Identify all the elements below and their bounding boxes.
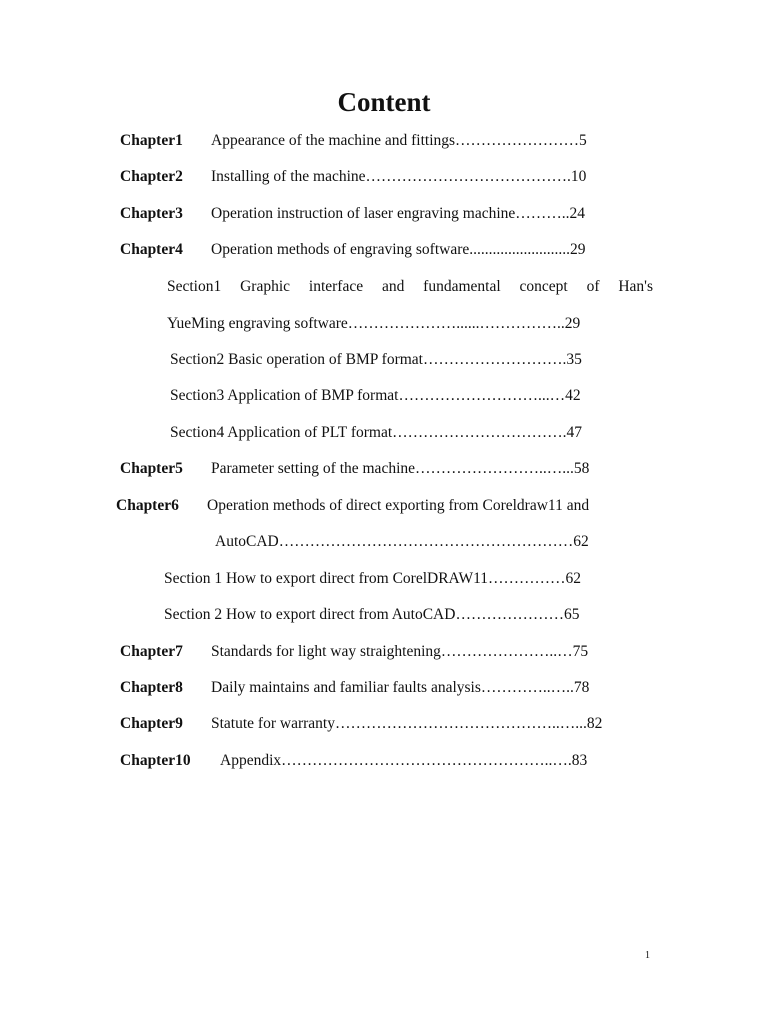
- toc-entry[interactable]: [167, 314, 580, 334]
- chapter-label: Chapter4: [120, 241, 183, 258]
- entry-text: Operation methods of engraving software..........................29: [211, 241, 586, 258]
- chapter-label: Chapter9: [120, 715, 183, 732]
- entry-text: YueMing engraving software…………………......……………..29: [167, 315, 581, 332]
- entry-text: AutoCAD…………………………………………………62: [215, 533, 589, 550]
- chapter-label: Chapter1: [120, 132, 183, 149]
- entry-text: Section 1 How to export direct from CorelDRAW11……………62: [164, 570, 582, 587]
- toc-entry[interactable]: [120, 131, 587, 151]
- chapter-label: Chapter7: [120, 643, 183, 660]
- chapter-label: Chapter3: [120, 205, 183, 222]
- entry-text: Parameter setting of the machine……………………..…...58: [211, 460, 590, 477]
- chapter-label: Chapter8: [120, 679, 183, 696]
- page-title: Content: [337, 87, 431, 117]
- entry-text: Statute for warranty……………………………………..…...82: [211, 715, 603, 732]
- entry-text: Section3 Application of BMP format………………………...…42: [170, 387, 581, 404]
- toc-entry[interactable]: [164, 605, 579, 625]
- toc-entry[interactable]: [120, 167, 586, 187]
- toc-entry[interactable]: [170, 423, 582, 443]
- toc-entry[interactable]: [120, 240, 586, 260]
- toc-entry[interactable]: [120, 642, 588, 662]
- chapter-label: Chapter6: [116, 497, 179, 514]
- entry-text: Daily maintains and familiar faults analysis…………..…..78: [211, 679, 590, 696]
- chapter-label: Chapter2: [120, 168, 183, 185]
- entry-text: Section1 Graphic interface and fundamental concept of Han's: [167, 278, 653, 295]
- toc-entry[interactable]: [120, 751, 587, 771]
- entry-text: Section 2 How to export direct from AutoCAD…………………65: [164, 606, 580, 623]
- chapter-label: Chapter10: [120, 752, 191, 769]
- entry-text: Operation instruction of laser engraving machine………..24: [211, 205, 586, 222]
- toc-entry[interactable]: [120, 459, 589, 479]
- entry-text: Section2 Basic operation of BMP format……………………….35: [170, 351, 582, 368]
- chapter-label: Chapter5: [120, 460, 183, 477]
- entry-text: Section4 Application of PLT format…………………………….47: [170, 424, 583, 441]
- entry-text: Operation methods of direct exporting from Coreldraw11 and: [207, 497, 590, 514]
- entry-text: Standards for light way straightening…………………..…75: [211, 643, 589, 660]
- toc-entry[interactable]: [116, 496, 589, 516]
- entry-text: Installing of the machine………………………………….10: [211, 168, 587, 185]
- toc-entry[interactable]: [120, 204, 585, 224]
- toc-entry[interactable]: [215, 532, 589, 552]
- toc-entry[interactable]: [170, 350, 582, 370]
- toc-entry[interactable]: [120, 714, 602, 734]
- entry-text: Appearance of the machine and fittings……………………5: [211, 132, 587, 149]
- page-number: 1: [645, 950, 650, 961]
- toc-entry[interactable]: [170, 386, 581, 406]
- toc-entry[interactable]: [167, 277, 653, 297]
- toc-entry[interactable]: [164, 569, 581, 589]
- entry-text: Appendix……………………………………………..….83: [220, 752, 588, 769]
- toc-entry[interactable]: [120, 678, 589, 698]
